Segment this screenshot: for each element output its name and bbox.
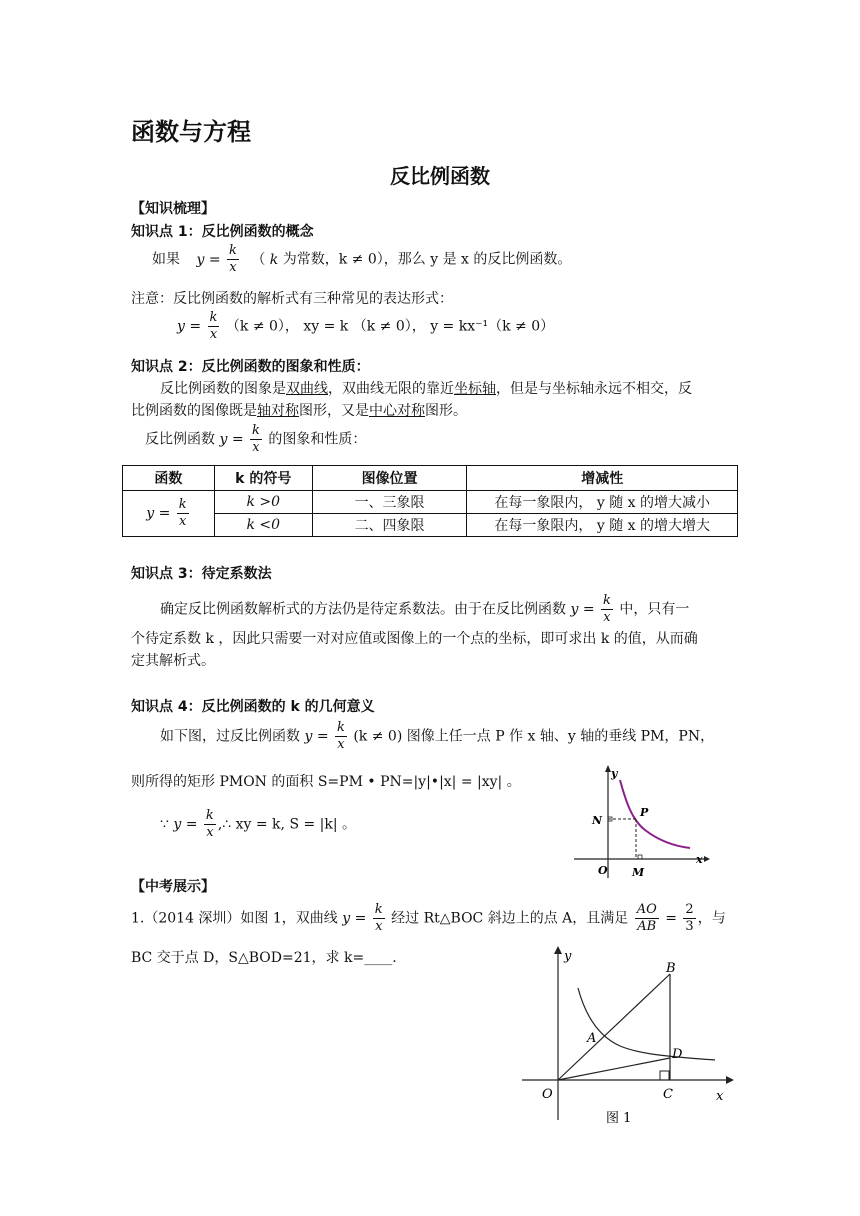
fraction-k-over-x: $\frac{k}{x}$ (374, 902, 383, 934)
exam-header: 【中考展示】 (131, 879, 215, 895)
hyperbola-rectangle-figure (570, 762, 710, 882)
kp1-line-pre: 如果 (152, 251, 180, 268)
label-n: N (592, 814, 603, 827)
label-y: y (611, 767, 618, 780)
kp2-title: 知识点 2：反比例函数的图象和性质： (131, 359, 370, 375)
monotonic-cell: 在每一象限内， y 随 x 的增大减小 (467, 491, 738, 514)
kp1-forms: y = $\frac{k}{x}$ （k ≠ 0）， xy = k （k ≠ 0）， y = kx⁻¹（k ≠ 0） (177, 310, 555, 342)
fraction-k-over-x: $\frac{k}{x}$ (603, 593, 611, 625)
fraction-k-over-x: $\frac{k}{x}$ (209, 310, 218, 342)
hyperbola-curve (578, 988, 715, 1060)
kp1-title: 知识点 1：反比例函数的概念 (131, 224, 314, 240)
fraction-k-over-x: $\frac{k}{x}$ (229, 243, 237, 275)
label-c: C (663, 1087, 673, 1102)
position-cell: 二、四象限 (312, 514, 467, 537)
table-header-row (123, 466, 738, 491)
fraction-k-over-x: $\frac{k}{x}$ (337, 720, 345, 752)
segment-od (558, 1058, 670, 1080)
sign-cell: k <0 (214, 514, 312, 537)
label-x: x (716, 1089, 724, 1104)
label-x: x (696, 853, 703, 866)
kp4-line3: ∵ y = $\frac{k}{x}$ ,∴ xy = k, S = |k| 。 (160, 808, 357, 840)
term-central-symmetry: 中心对称 (369, 403, 425, 419)
section-title: 反比例函数 (390, 164, 490, 188)
table-header: 函数 (123, 466, 215, 491)
kp1-definition: 如果 y = $\frac{k}{x}$ （ k 为常数，k ≠ 0），那么 y 是 x 的反比例函数。 (152, 243, 572, 275)
label-o: O (598, 864, 608, 877)
term-hyperbola: 双曲线 (286, 381, 328, 397)
kp2-table-intro: 反比例函数 y = $\frac{k}{x}$ 的图象和性质： (145, 423, 367, 455)
label-a: A (587, 1031, 597, 1046)
problem1-line1: 1.（2014 深圳）如图 1，双曲线 y = $\frac{k}{x}$ 经过 Rt△BOC 斜边上的点 A，且满足 $\frac{AO}{AB}$ = $\frac{2}{3}$ ，与 (131, 902, 726, 934)
kp3-title: 知识点 3：待定系数法 (131, 566, 272, 582)
table-row (123, 491, 738, 514)
kp3-line1: 确定反比例函数解析式的方法仍是待定系数法。由于在反比例函数 y = $\frac{k}{x}$ 中，只有一 (160, 593, 690, 625)
hyperbola-curve (620, 780, 690, 848)
label-y: y (564, 949, 572, 964)
figure-1 (520, 940, 740, 1130)
kp4-title: 知识点 4：反比例函数的 k 的几何意义 (131, 699, 375, 715)
fraction-ao-over-ab: $\frac{AO}{AB}$ (636, 902, 657, 934)
kp2-para-line2: 比例函数的图像既是轴对称图形，又是中心对称图形。 (131, 403, 467, 419)
problem1-line2: BC 交于点 D，S△BOD=21，求 k=____. (131, 950, 397, 966)
term-axial-symmetry: 轴对称 (257, 403, 299, 419)
table-header: k 的符号 (214, 466, 312, 491)
sign-cell: k >0 (214, 491, 312, 514)
label-m: M (632, 866, 645, 879)
fraction-k-over-x: $\frac{k}{x}$ (205, 808, 214, 840)
monotonic-cell: 在每一象限内， y 随 x 的增大增大 (467, 514, 738, 537)
segment-ob (558, 974, 670, 1080)
position-cell: 一、三象限 (312, 491, 467, 514)
table-row (123, 514, 738, 537)
kp4-line1: 如下图，过反比例函数 y = $\frac{k}{x}$ (k ≠ 0) 图像上任一点 P 作 x 轴、y 轴的垂线 PM，PN， (160, 720, 715, 752)
label-p: P (640, 806, 649, 819)
kp3-line2: 个待定系数 k ，因此只需要一对对应值或图像上的一个点的坐标，即可求出 k 的值，从而确 (131, 631, 698, 647)
page-title: 函数与方程 (131, 118, 251, 146)
knowledge-header: 【知识梳理】 (131, 201, 215, 217)
label-b: B (666, 961, 676, 976)
kp1-forms-text: （k ≠ 0）， xy = k （k ≠ 0）， y = kx⁻¹（k ≠ 0） (225, 318, 555, 335)
kp1-note: 注意：反比例函数的解析式有三种常见的表达形式： (131, 291, 453, 307)
fraction-two-thirds: $\frac{2}{3}$ (685, 902, 694, 934)
function-cell: y = $\frac{k}{x}$ (123, 491, 215, 537)
figure-caption: 图 1 (606, 1111, 632, 1126)
fraction-k-over-x: $\frac{k}{x}$ (252, 423, 260, 455)
label-o: O (542, 1087, 553, 1102)
kp4-line2: 则所得的矩形 PMON 的面积 S=PM • PN=|y|•|x| = |xy| 。 (131, 774, 521, 790)
properties-table (122, 465, 738, 537)
table-header: 图像位置 (312, 466, 467, 491)
label-d: D (672, 1047, 683, 1062)
kp2-para-line1: 反比例函数的图象是双曲线，双曲线无限的靠近坐标轴，但是与坐标轴永远不相交，反 (160, 381, 692, 397)
table-header: 增减性 (467, 466, 738, 491)
kp3-line3: 定其解析式。 (131, 653, 215, 669)
kp1-line-post: 为常数，k ≠ 0），那么 y 是 x 的反比例函数。 (282, 251, 572, 268)
term-axis: 坐标轴 (454, 381, 496, 397)
